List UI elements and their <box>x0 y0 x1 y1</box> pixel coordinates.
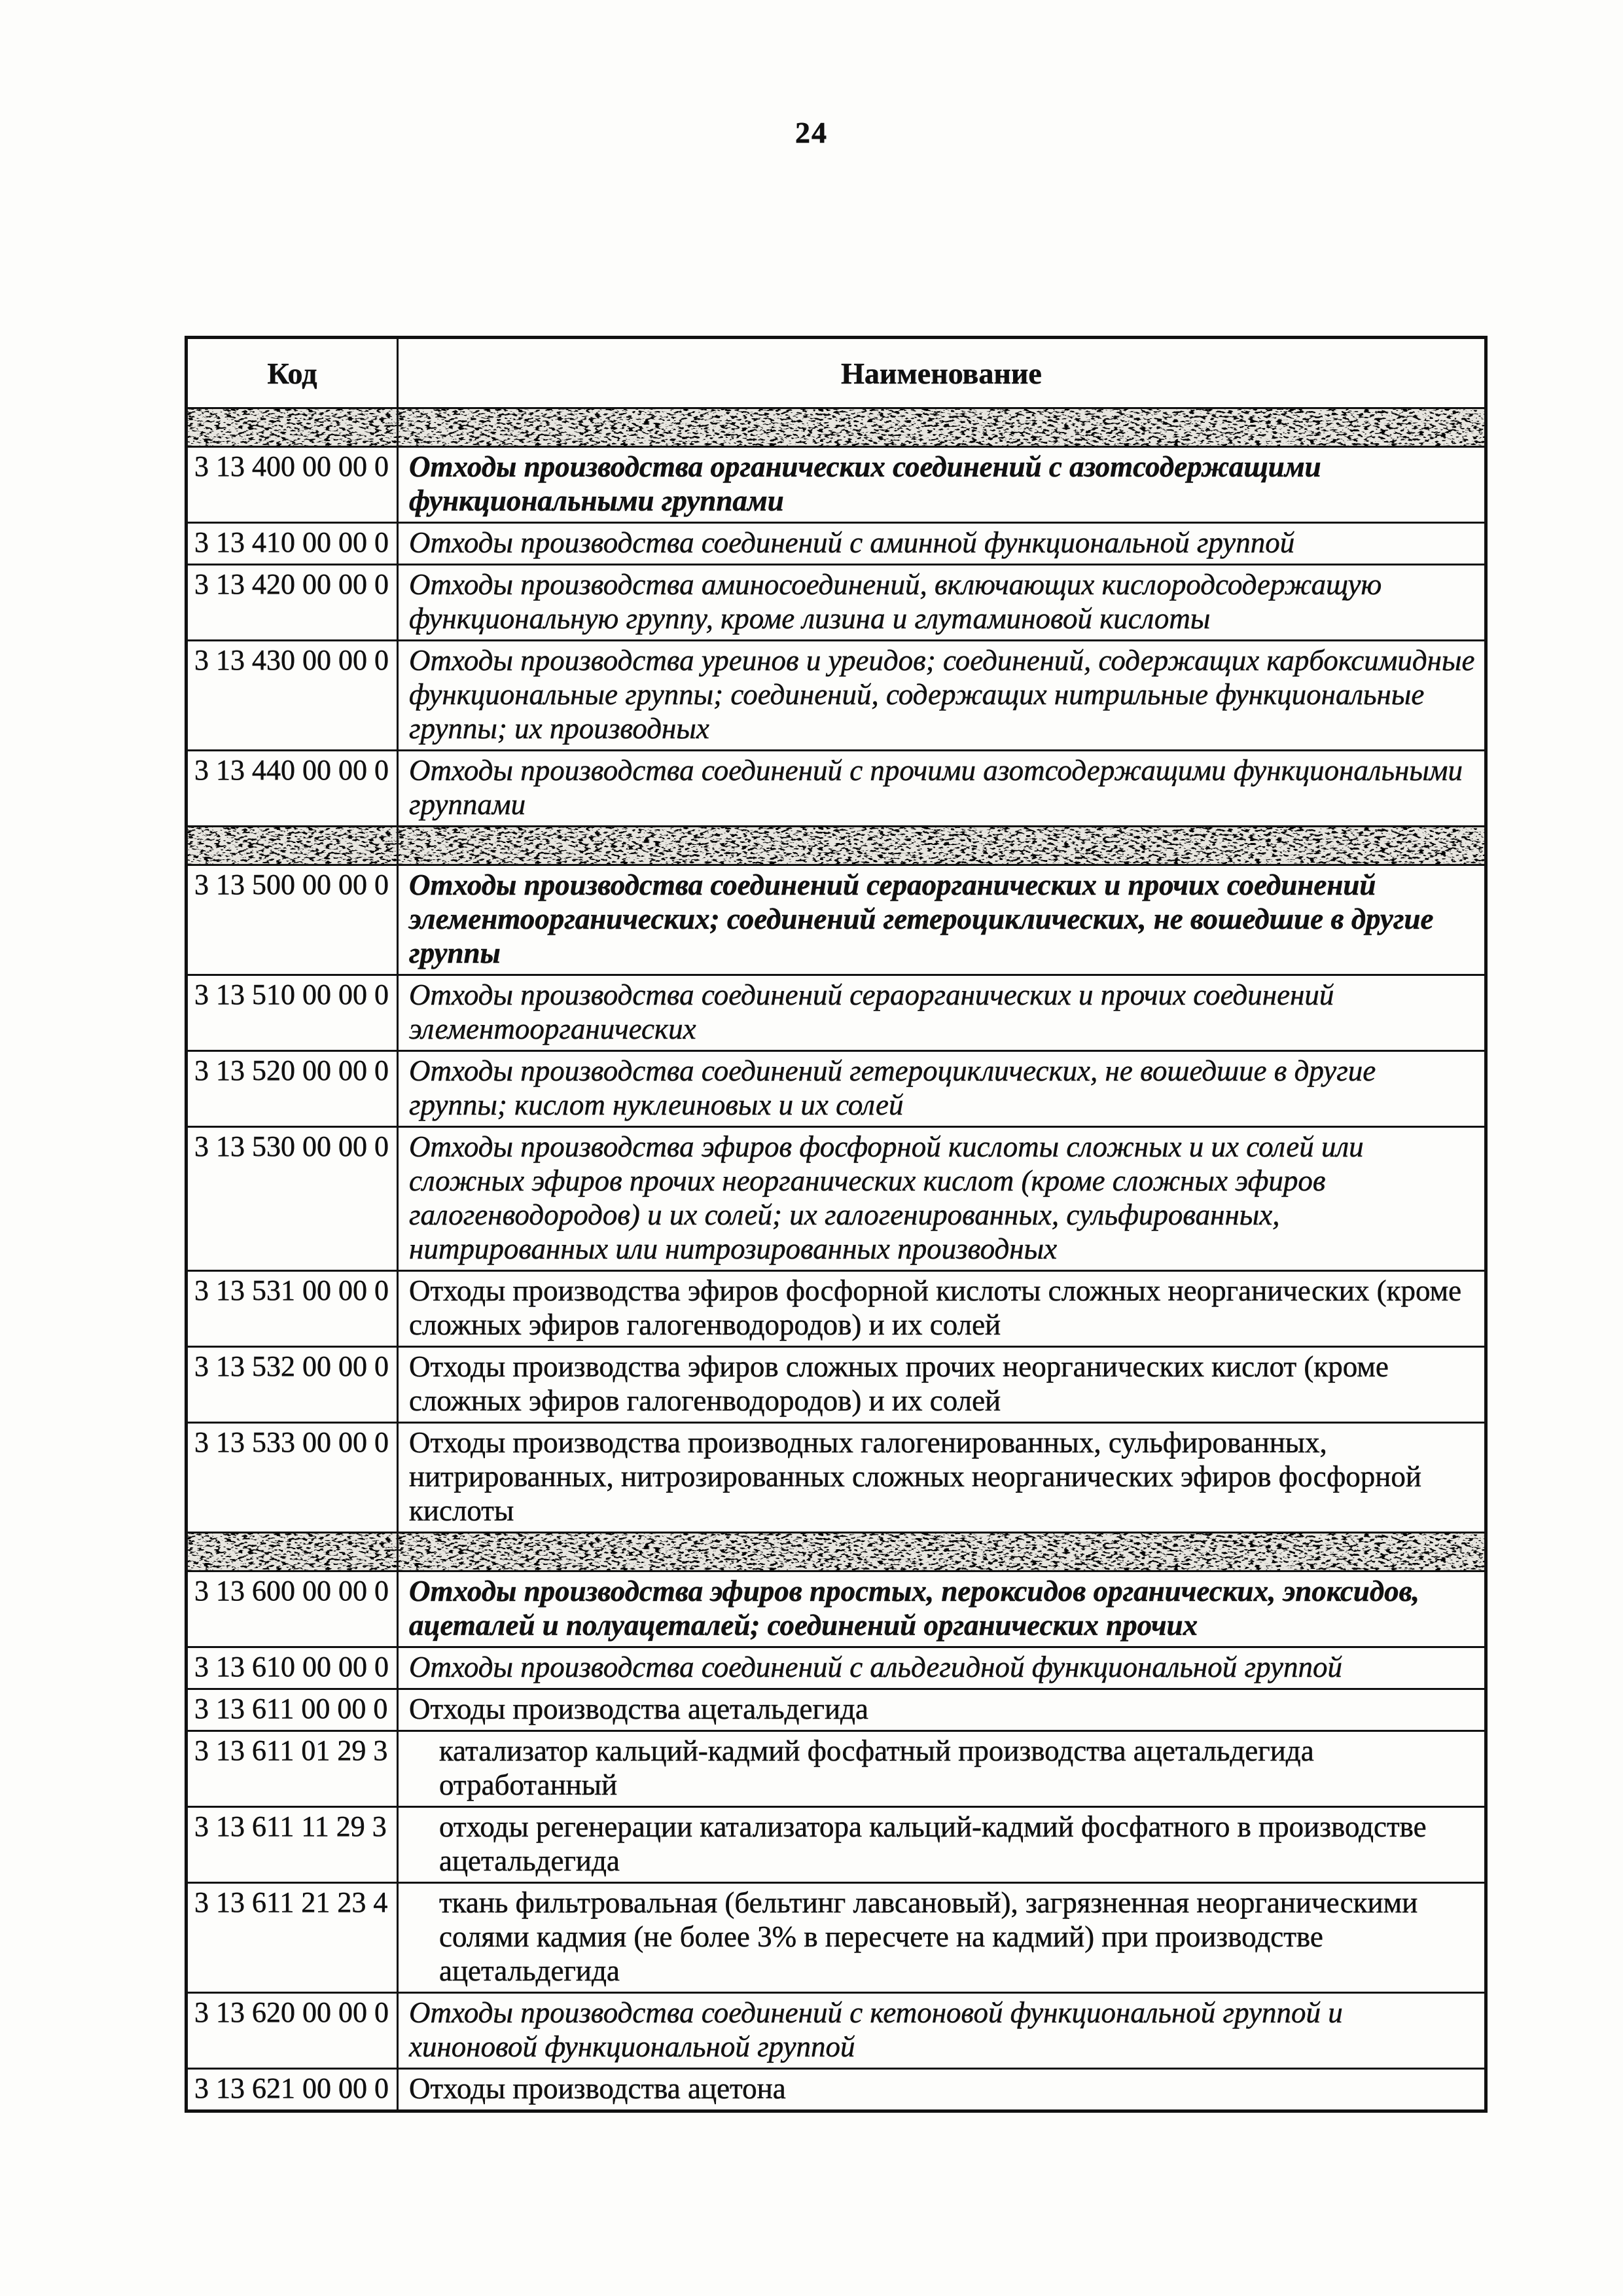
table-row <box>187 1689 1486 1731</box>
waste-code: 3 13 611 11 29 3 <box>194 1810 387 1842</box>
name-cell <box>398 1051 1486 1127</box>
waste-code: 3 13 400 00 00 0 <box>194 450 389 482</box>
waste-code: 3 13 530 00 00 0 <box>194 1130 389 1162</box>
redacted-row <box>187 408 1486 447</box>
name-cell <box>398 565 1486 641</box>
waste-code: 3 13 410 00 00 0 <box>194 526 389 558</box>
table-row <box>187 447 1486 523</box>
code-cell <box>187 408 398 447</box>
waste-name: Отходы производства эфиров фосфорной кислоты сложных и их солей или сложных эфиров прочих неорганических кислот (кроме сложных эфиров галогенводородов) и их солей; их галогенированных, сульфированных, нитрированных или нитрозированных производных <box>409 1130 1364 1265</box>
name-cell <box>398 1271 1486 1347</box>
waste-name: Отходы производства соединений с прочими азотсодержащими функциональными группами <box>409 754 1463 821</box>
name-cell <box>398 641 1486 751</box>
waste-code: 3 13 611 00 00 0 <box>194 1693 388 1725</box>
waste-name: Отходы производства ацетона <box>409 2072 786 2105</box>
name-cell <box>398 1423 1486 1533</box>
waste-name: Отходы производства аминосоединений, включающих кислородсодержащую функциональную группу, кроме лизина и глутаминовой кислоты <box>409 568 1382 635</box>
code-cell <box>187 1689 398 1731</box>
waste-name: катализатор кальций-кадмий фосфатный производства ацетальдегида отработанный <box>439 1734 1314 1801</box>
waste-code: 3 13 600 00 00 0 <box>194 1575 389 1607</box>
waste-code: 3 13 533 00 00 0 <box>194 1426 389 1458</box>
code-cell <box>187 1423 398 1533</box>
waste-name: Отходы производства соединений с аминной функциональной группой <box>409 526 1295 559</box>
waste-classification-table <box>185 336 1488 2113</box>
waste-code: 3 13 621 00 00 0 <box>194 2072 389 2104</box>
table-row <box>187 1271 1486 1347</box>
name-cell <box>398 1571 1486 1647</box>
table-row <box>187 1423 1486 1533</box>
table-row <box>187 1731 1486 1807</box>
waste-name: Отходы производства соединений сераорганических и прочих соединений элементоорганических; соединений гетероциклических, не вошедшие в другие группы <box>409 869 1434 969</box>
waste-code: 3 13 420 00 00 0 <box>194 568 389 600</box>
name-cell <box>398 1689 1486 1731</box>
name-cell <box>398 1347 1486 1423</box>
waste-name: Отходы производства эфиров простых, пероксидов органических, эпоксидов, ацеталей и полуацеталей; соединений органических прочих <box>409 1575 1420 1641</box>
table-row <box>187 1807 1486 1883</box>
waste-code: 3 13 500 00 00 0 <box>194 869 389 901</box>
name-cell <box>398 1127 1486 1271</box>
waste-code: 3 13 620 00 00 0 <box>194 1996 389 2028</box>
code-cell <box>187 1347 398 1423</box>
name-cell <box>398 447 1486 523</box>
code-cell <box>187 1993 398 2069</box>
redaction-noise <box>399 1534 1484 1570</box>
name-cell <box>398 751 1486 827</box>
table-row <box>187 523 1486 565</box>
code-cell <box>187 827 398 865</box>
code-cell <box>187 1647 398 1689</box>
waste-code: 3 13 531 00 00 0 <box>194 1274 389 1306</box>
table-row <box>187 1347 1486 1423</box>
name-cell <box>398 1883 1486 1993</box>
waste-name: Отходы производства органических соединений с азотсодержащими функциональными группами <box>409 450 1321 517</box>
code-cell <box>187 1271 398 1347</box>
redaction-noise <box>188 409 397 446</box>
waste-code: 3 13 610 00 00 0 <box>194 1651 389 1683</box>
table-row <box>187 1051 1486 1127</box>
code-cell <box>187 641 398 751</box>
waste-code: 3 13 532 00 00 0 <box>194 1350 389 1382</box>
waste-code: 3 13 611 01 29 3 <box>194 1734 388 1767</box>
redaction-noise <box>399 409 1484 446</box>
code-cell <box>187 751 398 827</box>
code-cell <box>187 565 398 641</box>
code-cell <box>187 1731 398 1807</box>
redaction-noise <box>188 1534 397 1570</box>
code-cell <box>187 1051 398 1127</box>
code-cell <box>187 1807 398 1883</box>
code-cell <box>187 1571 398 1647</box>
table-row <box>187 1993 1486 2069</box>
table-body <box>187 408 1486 2111</box>
waste-name: Отходы производства производных галогенированных, сульфированных, нитрированных, нитрозированных сложных неорганических эфиров фосфорной кислоты <box>409 1426 1421 1527</box>
table-row <box>187 1647 1486 1689</box>
waste-name: отходы регенерации катализатора кальций-кадмий фосфатного в производстве ацетальдегида <box>439 1810 1427 1877</box>
waste-name: Отходы производства соединений с альдегидной функциональной группой <box>409 1651 1342 1683</box>
waste-name: Отходы производства соединений гетероциклических, не вошедшие в другие группы; кислот нуклеиновых и их солей <box>409 1054 1376 1121</box>
column-header-code: Код <box>187 338 398 408</box>
name-cell <box>398 1731 1486 1807</box>
waste-name: Отходы производства соединений сераорганических и прочих соединений элементоорганических <box>409 978 1334 1045</box>
waste-code: 3 13 520 00 00 0 <box>194 1054 389 1086</box>
code-cell <box>187 1533 398 1571</box>
name-cell <box>398 865 1486 975</box>
name-cell <box>398 1647 1486 1689</box>
table-row <box>187 565 1486 641</box>
code-cell <box>187 2069 398 2111</box>
waste-code: 3 13 611 21 23 4 <box>194 1886 388 1918</box>
name-cell <box>398 975 1486 1051</box>
name-cell <box>398 523 1486 565</box>
name-cell <box>398 2069 1486 2111</box>
redaction-noise <box>399 827 1484 864</box>
code-cell <box>187 1127 398 1271</box>
redaction-noise <box>188 827 397 864</box>
name-cell <box>398 1807 1486 1883</box>
waste-name: Отходы производства эфиров фосфорной кислоты сложных неорганических (кроме сложных эфиров галогенводородов) и их солей <box>409 1274 1462 1341</box>
table-row <box>187 641 1486 751</box>
table-row <box>187 1571 1486 1647</box>
redacted-row <box>187 1533 1486 1571</box>
name-cell <box>398 1533 1486 1571</box>
table-row <box>187 865 1486 975</box>
redacted-row <box>187 827 1486 865</box>
waste-name: ткань фильтровальная (бельтинг лавсановый), загрязненная неорганическими солями кадмия (не более 3% в пересчете на кадмий) при производстве ацетальдегида <box>439 1886 1418 1987</box>
page-number: 24 <box>795 116 828 149</box>
waste-code: 3 13 430 00 00 0 <box>194 644 389 676</box>
column-header-name: Наименование <box>398 338 1486 408</box>
table-row <box>187 1883 1486 1993</box>
waste-name: Отходы производства эфиров сложных прочих неорганических кислот (кроме сложных эфиров галогенводородов) и их солей <box>409 1350 1389 1417</box>
waste-name: Отходы производства соединений с кетоновой функциональной группой и хиноновой функциональной группой <box>409 1996 1343 2063</box>
table-row <box>187 751 1486 827</box>
name-cell <box>398 827 1486 865</box>
code-cell <box>187 975 398 1051</box>
table-row <box>187 2069 1486 2111</box>
code-cell <box>187 447 398 523</box>
code-cell <box>187 523 398 565</box>
code-cell <box>187 1883 398 1993</box>
waste-code: 3 13 440 00 00 0 <box>194 754 389 786</box>
name-cell <box>398 1993 1486 2069</box>
name-cell <box>398 408 1486 447</box>
waste-code: 3 13 510 00 00 0 <box>194 978 389 1011</box>
table-row <box>187 1127 1486 1271</box>
code-cell <box>187 865 398 975</box>
table-header-row <box>187 338 1486 408</box>
waste-name: Отходы производства ацетальдегида <box>409 1693 868 1725</box>
waste-name: Отходы производства уреинов и уреидов; соединений, содержащих карбоксимидные функциональные группы; соединений, содержащих нитрильные функциональные группы; их производных <box>409 644 1475 745</box>
table-row <box>187 975 1486 1051</box>
